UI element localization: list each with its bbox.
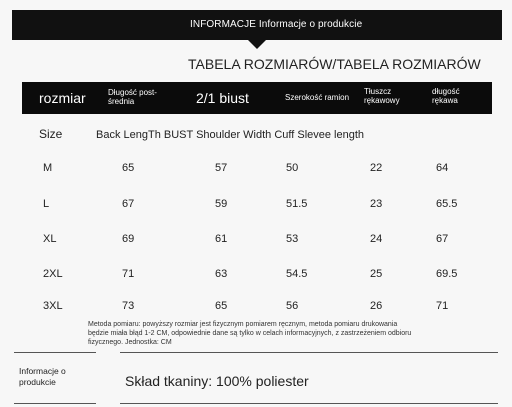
header-size: rozmiar bbox=[39, 90, 86, 106]
header-bust: 2/1 biust bbox=[196, 90, 249, 106]
banner-text: INFORMACJE Informacje o produkcie bbox=[190, 19, 363, 30]
cuff-cell: 23 bbox=[370, 198, 383, 210]
table-row bbox=[0, 233, 512, 251]
table-row bbox=[0, 198, 512, 216]
header-back-length: Długość post- średnia bbox=[108, 88, 157, 106]
shoulder-cell: 54.5 bbox=[286, 268, 308, 280]
table-row bbox=[0, 162, 512, 180]
size-cell: XL bbox=[43, 233, 57, 245]
table-row bbox=[0, 268, 512, 286]
cuff-cell: 24 bbox=[370, 233, 383, 245]
back-length-cell: 67 bbox=[122, 198, 135, 210]
divider bbox=[14, 352, 96, 353]
size-cell: 3XL bbox=[43, 300, 63, 312]
bust-cell: 65 bbox=[215, 300, 228, 312]
shoulder-cell: 51.5 bbox=[286, 198, 308, 210]
sleeve-cell: 67 bbox=[436, 233, 449, 245]
cuff-cell: 26 bbox=[370, 300, 383, 312]
header-shoulder-width: Szerokość ramion bbox=[285, 93, 350, 102]
sleeve-cell: 64 bbox=[436, 162, 449, 174]
english-column-names: Back LengTh BUST Shoulder Width Cuff Slevee length bbox=[96, 129, 365, 141]
bust-cell: 59 bbox=[215, 198, 228, 210]
size-cell: M bbox=[43, 162, 53, 174]
sleeve-cell: 69.5 bbox=[436, 268, 458, 280]
size-cell: 2XL bbox=[43, 268, 63, 280]
size-label: Size bbox=[39, 127, 63, 141]
shoulder-cell: 53 bbox=[286, 233, 299, 245]
bust-cell: 61 bbox=[215, 233, 228, 245]
divider bbox=[14, 403, 96, 404]
product-info-label: Informacje o produkcie bbox=[19, 366, 66, 387]
fabric-composition: Skład tkaniny: 100% poliester bbox=[125, 373, 309, 389]
sleeve-cell: 65.5 bbox=[436, 198, 458, 210]
size-table-header bbox=[22, 82, 492, 114]
measurement-note: Metoda pomiaru: powyższy rozmiar jest fizycznym pomiarem ręcznym, metoda pomiaru drukowania będzie miała błąd 1-2 CM, odpowiednie dane są tylko w celach informacyjnych, z zastrzeżeniem odbioru fizycznego. Jednostka: CM bbox=[88, 321, 412, 346]
header-sleeve-length: długość rękawa bbox=[432, 87, 460, 105]
shoulder-cell: 50 bbox=[286, 162, 299, 174]
size-table-title: TABELA ROZMIARÓW/TABELA ROZMIARÓW bbox=[188, 56, 481, 72]
header-cuff: Tłuszcz rękawowy bbox=[364, 87, 400, 105]
divider bbox=[120, 403, 498, 404]
sleeve-cell: 71 bbox=[436, 300, 449, 312]
banner-pointer bbox=[248, 40, 266, 49]
cuff-cell: 25 bbox=[370, 268, 383, 280]
cuff-cell: 22 bbox=[370, 162, 383, 174]
size-cell: L bbox=[43, 198, 50, 210]
back-length-cell: 65 bbox=[122, 162, 135, 174]
top-banner bbox=[12, 10, 502, 40]
back-length-cell: 73 bbox=[122, 300, 135, 312]
divider bbox=[120, 352, 498, 353]
back-length-cell: 71 bbox=[122, 268, 135, 280]
bust-cell: 57 bbox=[215, 162, 228, 174]
table-row bbox=[0, 300, 512, 318]
back-length-cell: 69 bbox=[122, 233, 135, 245]
bust-cell: 63 bbox=[215, 268, 228, 280]
shoulder-cell: 56 bbox=[286, 300, 299, 312]
